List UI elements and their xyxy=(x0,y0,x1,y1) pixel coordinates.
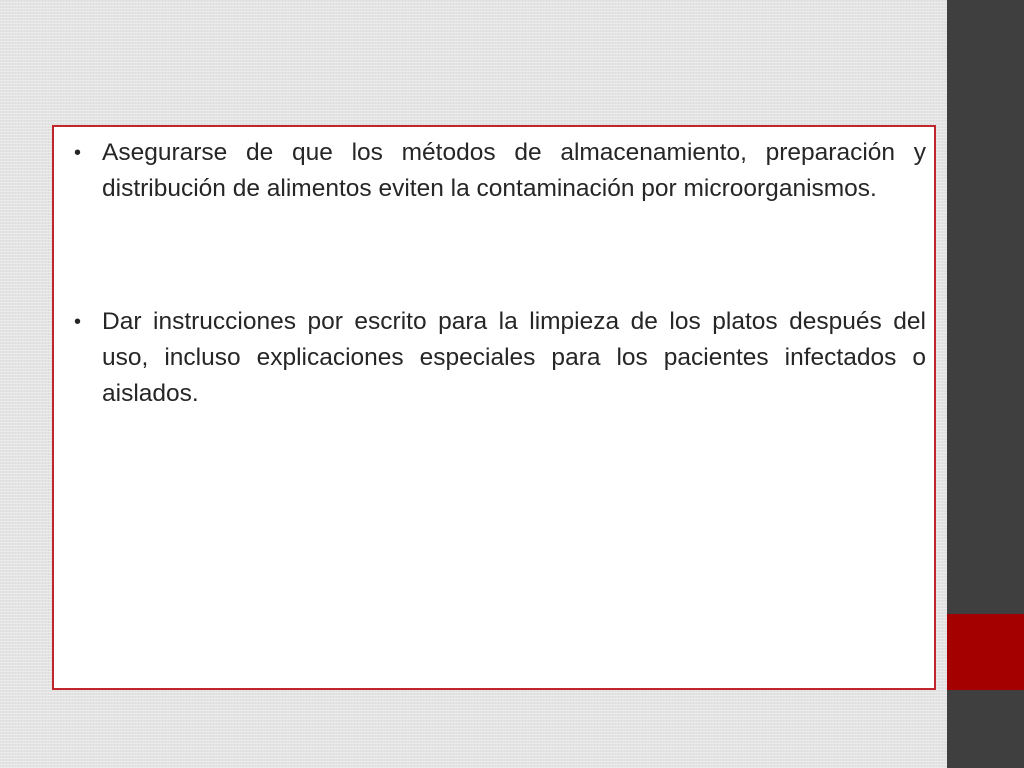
bullet-text: Asegurarse de que los métodos de almacenamiento, preparación y distribución de alimentos eviten la contaminación por microorganismos. xyxy=(102,139,926,202)
content-box xyxy=(52,125,936,690)
bullet-item xyxy=(54,304,934,412)
bullet-list xyxy=(54,135,934,412)
side-accent-block xyxy=(947,614,1024,690)
bullet-icon: • xyxy=(74,311,82,333)
bullet-item xyxy=(54,135,934,207)
bullet-icon: • xyxy=(74,142,82,164)
bullet-text: Dar instrucciones por escrito para la limpieza de los platos después del uso, incluso explicaciones especiales para los pacientes infectados o aislados. xyxy=(102,308,926,407)
